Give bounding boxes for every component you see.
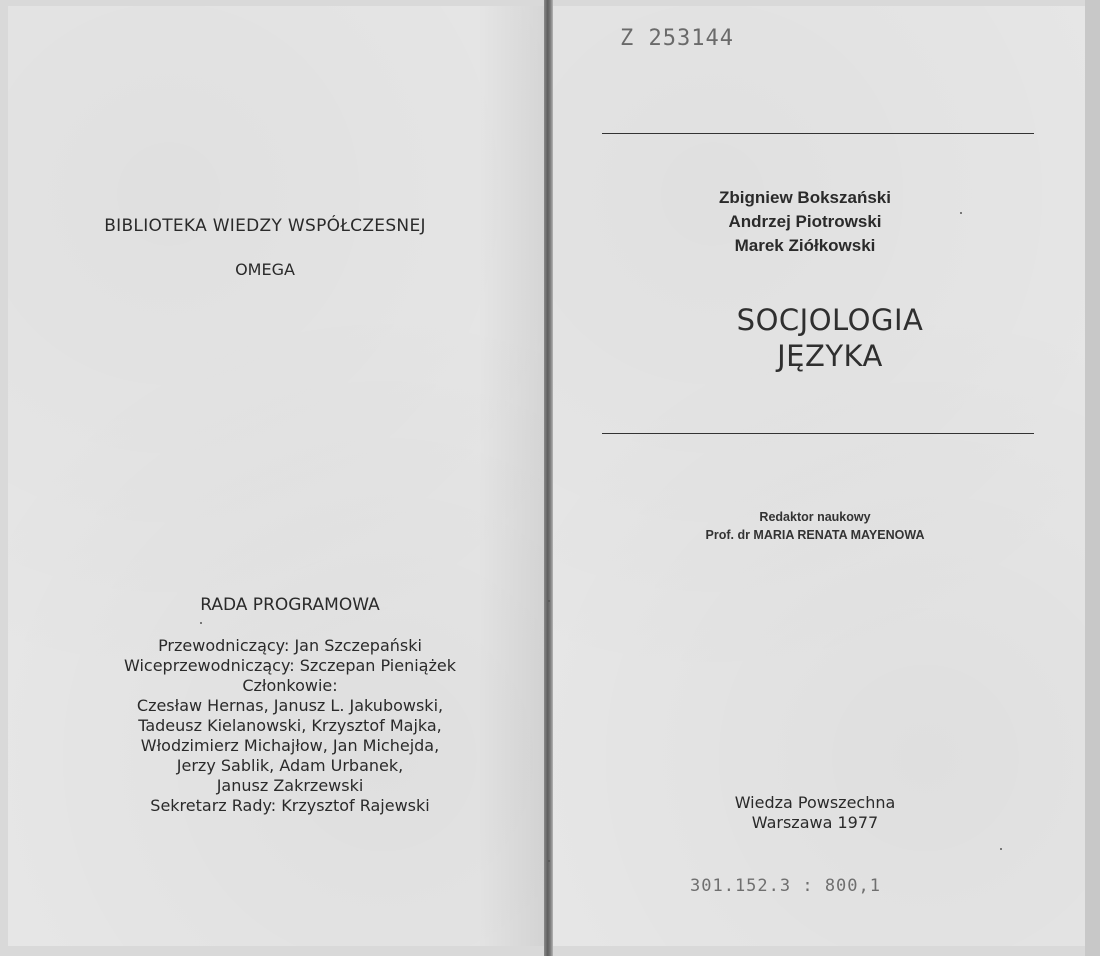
board-line: Włodzimierz Michajłow, Jan Michejda, (140, 736, 440, 755)
board-line: Czesław Hernas, Janusz L. Jakubowski, (136, 696, 444, 715)
bottom-rule (602, 433, 1034, 434)
board-line: Tadeusz Kielanowski, Krzysztof Majka, (138, 716, 442, 735)
book-title (640, 302, 1020, 374)
scan-speck (548, 860, 550, 862)
board-members (70, 636, 510, 816)
shelfmark: 301.152.3 : 800,1 (690, 876, 881, 896)
author-name: Zbigniew Bokszański (719, 188, 891, 207)
board-line: Janusz Zakrzewski (216, 776, 364, 795)
publisher-name: Wiedza Powszechna (734, 793, 896, 812)
title-line: JĘZYKA (777, 339, 883, 373)
board-line: Wiceprzewodniczący: Szczepan Pieniążek (124, 656, 456, 675)
scan-speck (548, 600, 550, 602)
board-line: Sekretarz Rady: Krzysztof Rajewski (150, 796, 430, 815)
scan-speck (1000, 848, 1002, 850)
title-line: SOCJOLOGIA (736, 303, 924, 337)
board-line: Jerzy Sablik, Adam Urbanek, (176, 756, 404, 775)
board-title: RADA PROGRAMOWA (200, 595, 380, 615)
imprint-name: OMEGA (235, 260, 295, 279)
board-line: Przewodniczący: Jan Szczepański (158, 636, 422, 655)
author-name: Andrzej Piotrowski (728, 212, 882, 231)
library-stamp: Z 253144 (620, 26, 734, 51)
editor-label: Redaktor naukowy (759, 510, 871, 524)
book-gutter (544, 0, 553, 956)
publication-place-year: Warszawa 1977 (751, 813, 879, 832)
editor-name: Prof. dr MARIA RENATA MAYENOWA (705, 528, 925, 542)
page-edge (1085, 0, 1100, 956)
scan-speck (200, 622, 202, 624)
author-name: Marek Ziółkowski (734, 236, 876, 255)
top-rule (602, 133, 1034, 134)
scan-speck (960, 212, 962, 214)
board-line: Członkowie: (242, 676, 338, 695)
authors (655, 186, 955, 258)
publisher-block (690, 793, 940, 833)
series-name: BIBLIOTEKA WIEDZY WSPÓŁCZESNEJ (104, 216, 426, 236)
